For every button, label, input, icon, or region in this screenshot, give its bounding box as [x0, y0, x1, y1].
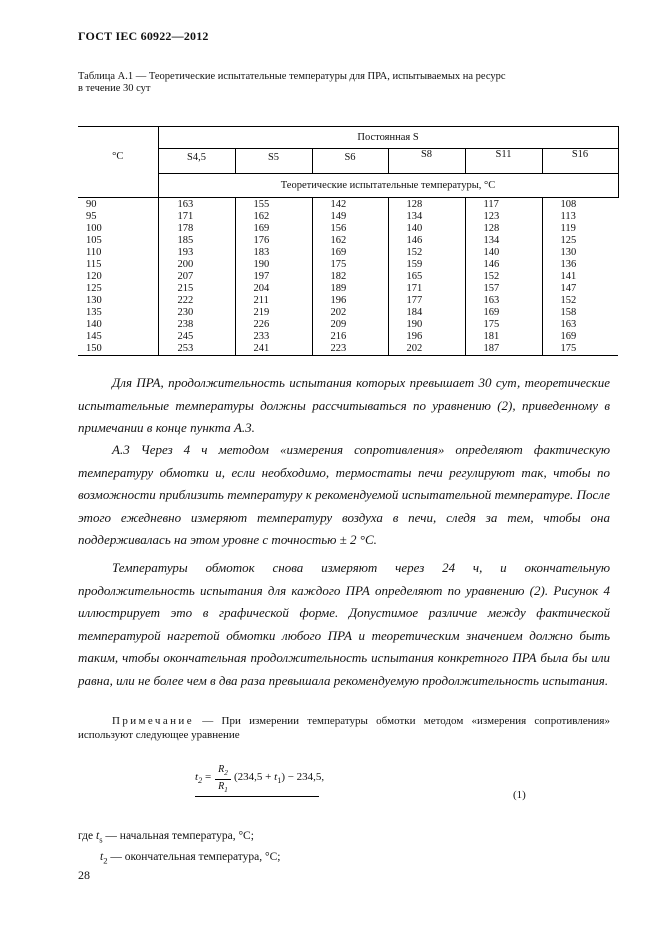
column-header: S5 — [235, 149, 312, 174]
table-cell: 238 — [177, 319, 194, 330]
table-cell: 140 — [483, 247, 500, 258]
table-cell: 152 — [483, 271, 500, 282]
table-cell: 140 — [406, 223, 423, 234]
table-cell: 156 — [330, 223, 347, 234]
values-column — [388, 198, 465, 356]
table-cell: 157 — [483, 283, 500, 294]
table-cell: 136 — [560, 259, 577, 270]
paragraph-2 — [78, 439, 610, 552]
table-cell: 196 — [406, 331, 423, 342]
unit-header: °С — [112, 150, 124, 162]
table-cell: 165 — [406, 271, 423, 282]
values-column — [465, 198, 542, 356]
table-cell: 190 — [253, 259, 270, 270]
table-cell: 163 — [560, 319, 577, 330]
temperature-value: 105 — [86, 235, 102, 246]
table-cell: 197 — [253, 271, 270, 282]
table-cell: 169 — [330, 247, 347, 258]
table-cell: 142 — [330, 199, 347, 210]
table-cell: 141 — [560, 271, 577, 282]
definitions — [78, 827, 280, 870]
table-cell: 128 — [483, 223, 500, 234]
formula-lhs: $t_2$ = — [195, 771, 212, 786]
table-cell: 119 — [560, 223, 576, 234]
table-cell: 181 — [483, 331, 500, 342]
table-cell: 117 — [483, 199, 499, 210]
temperature-value: 100 — [86, 223, 102, 234]
formula — [195, 763, 325, 797]
note-title: Примечание — [112, 715, 194, 727]
table-cell: 125 — [560, 235, 577, 246]
temperature-value: 115 — [86, 259, 102, 270]
table-cell: 130 — [560, 247, 577, 258]
table-cell: 184 — [406, 307, 423, 318]
table-cell: 169 — [560, 331, 577, 342]
temperature-column — [78, 198, 158, 356]
definition-ts: где $t_s$ — начальная температура, °С; — [78, 830, 254, 845]
table-cell: 146 — [406, 235, 423, 246]
table-cell: 162 — [330, 235, 347, 246]
document-code: ГОСТ IEC 60922—2012 — [78, 29, 209, 43]
table-cell: 162 — [253, 211, 270, 222]
table-cell: 176 — [253, 235, 270, 246]
caption-line-1: Таблица А.1 — Теоретические испытательные температуры для ПРА, испытываемых на ресурс — [78, 71, 506, 82]
table-cell: 113 — [560, 211, 576, 222]
table-cell: 134 — [406, 211, 423, 222]
table-cell: 222 — [177, 295, 194, 306]
table-cell: 158 — [560, 307, 577, 318]
table-cell: 163 — [483, 295, 500, 306]
table-cell: 219 — [253, 307, 270, 318]
values-column — [235, 198, 312, 356]
paragraph-3-text: Температуры обмоток снова измеряют через 24 ч, и окончательную продолжительность испытания для каждого ПРА определяют по уравнению (2). Рисунок 4 иллюстрирует это в графической форме. Допустимое различие между фактической температурой нагретой обмотки любого ПРА и теоретическим значением должно быть таким, чтобы окончательная продолжительность испытания конкретного ПРА была бы или равна, или не более чем в два раза превышала рекомендуемую продолжительность испытания. — [78, 560, 610, 688]
table-cell: 193 — [177, 247, 194, 258]
unit-header-cell — [78, 127, 158, 174]
table-cell: 245 — [177, 331, 194, 342]
temperature-value: 135 — [86, 307, 102, 318]
column-header: S8 — [388, 149, 465, 174]
table-cell: 149 — [330, 211, 347, 222]
table-cell: 146 — [483, 259, 500, 270]
temperature-value: 110 — [86, 247, 102, 258]
table-cell: 230 — [177, 307, 194, 318]
table-cell: 177 — [406, 295, 423, 306]
table-cell: 196 — [330, 295, 347, 306]
paragraph-2-text: А.3 Через 4 ч методом «измерения сопротивления» определяют фактическую температуру обмотки и, если необходимо, термостаты печи регулируют так, чтобы по возможности приблизить температуру к рекомендуемой испытательной температуре. После этого ежедневно измеряют температуру воздуха в печи, следя за тем, чтобы она поддерживалась на этом уровне с точностью ± 2 °С. — [78, 442, 610, 548]
table-cell: 152 — [406, 247, 423, 258]
column-header: S6 — [312, 149, 388, 174]
page-number: 28 — [78, 868, 90, 882]
table-cell: 223 — [330, 343, 347, 354]
temperature-value: 140 — [86, 319, 102, 330]
table-cell: 209 — [330, 319, 347, 330]
table-cell: 211 — [253, 295, 269, 306]
table-cell: 171 — [177, 211, 194, 222]
definition-t2: $t_2$ — окончательная температура, °С; — [100, 851, 281, 866]
table-cell: 134 — [483, 235, 500, 246]
table-cell: 182 — [330, 271, 347, 282]
table-cell: 190 — [406, 319, 423, 330]
temperature-value: 90 — [86, 199, 97, 210]
table-cell: 189 — [330, 283, 347, 294]
paragraph-1-text: Для ПРА, продолжительность испытания которых превышает 30 сут, теоретические испытательные температуры должны рассчитываться по уравнению (2), приведенному в примечании в конце пункта А.3. — [78, 375, 610, 436]
table-cell: 226 — [253, 319, 270, 330]
table-cell: 169 — [483, 307, 500, 318]
table-cell: 169 — [253, 223, 270, 234]
table-cell: 200 — [177, 259, 194, 270]
table-cell: 163 — [177, 199, 194, 210]
paragraph-3 — [78, 557, 610, 693]
table-cell: 241 — [253, 343, 270, 354]
note-text: — При измерении температуры обмотки методом «измерения сопротивления» используют следующее уравнение — [78, 715, 610, 741]
table-cell: 152 — [560, 295, 577, 306]
table-cell: 183 — [253, 247, 270, 258]
column-header: S11 — [465, 149, 542, 174]
column-header: S16 — [542, 149, 618, 174]
table-cell: 175 — [330, 259, 347, 270]
temperature-value: 120 — [86, 271, 102, 282]
table-cell: 207 — [177, 271, 194, 282]
table-cell: 233 — [253, 331, 270, 342]
note — [78, 715, 610, 742]
temperature-value: 145 — [86, 331, 102, 342]
equation-number: (1) — [513, 789, 526, 801]
table-cell: 216 — [330, 331, 347, 342]
table-caption — [78, 71, 618, 95]
paragraph-1 — [78, 372, 610, 440]
caption-line-2: в течение 30 сут — [78, 83, 151, 94]
table-cell: 202 — [330, 307, 347, 318]
values-column — [158, 198, 235, 356]
table-cell: 175 — [483, 319, 500, 330]
table-cell: 187 — [483, 343, 500, 354]
sub-header: Теоретические испытательные температуры, °С — [158, 174, 618, 198]
table-cell: 175 — [560, 343, 577, 354]
table-cell: 204 — [253, 283, 270, 294]
table-cell: 178 — [177, 223, 194, 234]
table-cell: 215 — [177, 283, 194, 294]
table-cell: 155 — [253, 199, 270, 210]
table-cell: 185 — [177, 235, 194, 246]
formula-rhs: $(234,5 + t_1) - 234,5$, — [234, 771, 325, 786]
table-cell: 128 — [406, 199, 423, 210]
table-cell: 147 — [560, 283, 577, 294]
column-header: S4,5 — [158, 149, 235, 174]
temperature-value: 95 — [86, 211, 97, 222]
formula-fraction: $\frac{R_2}{R_1}$ — [215, 763, 231, 796]
table-cell: 159 — [406, 259, 423, 270]
values-column — [542, 198, 618, 356]
group-header: Постоянная S — [158, 127, 618, 149]
temperature-table — [78, 126, 619, 356]
table-cell: 253 — [177, 343, 194, 354]
temperature-value: 125 — [86, 283, 102, 294]
table-cell: 108 — [560, 199, 577, 210]
table-cell: 202 — [406, 343, 423, 354]
values-column — [312, 198, 388, 356]
table-cell: 171 — [406, 283, 423, 294]
temperature-value: 150 — [86, 343, 102, 354]
table-cell: 123 — [483, 211, 500, 222]
temperature-value: 130 — [86, 295, 102, 306]
